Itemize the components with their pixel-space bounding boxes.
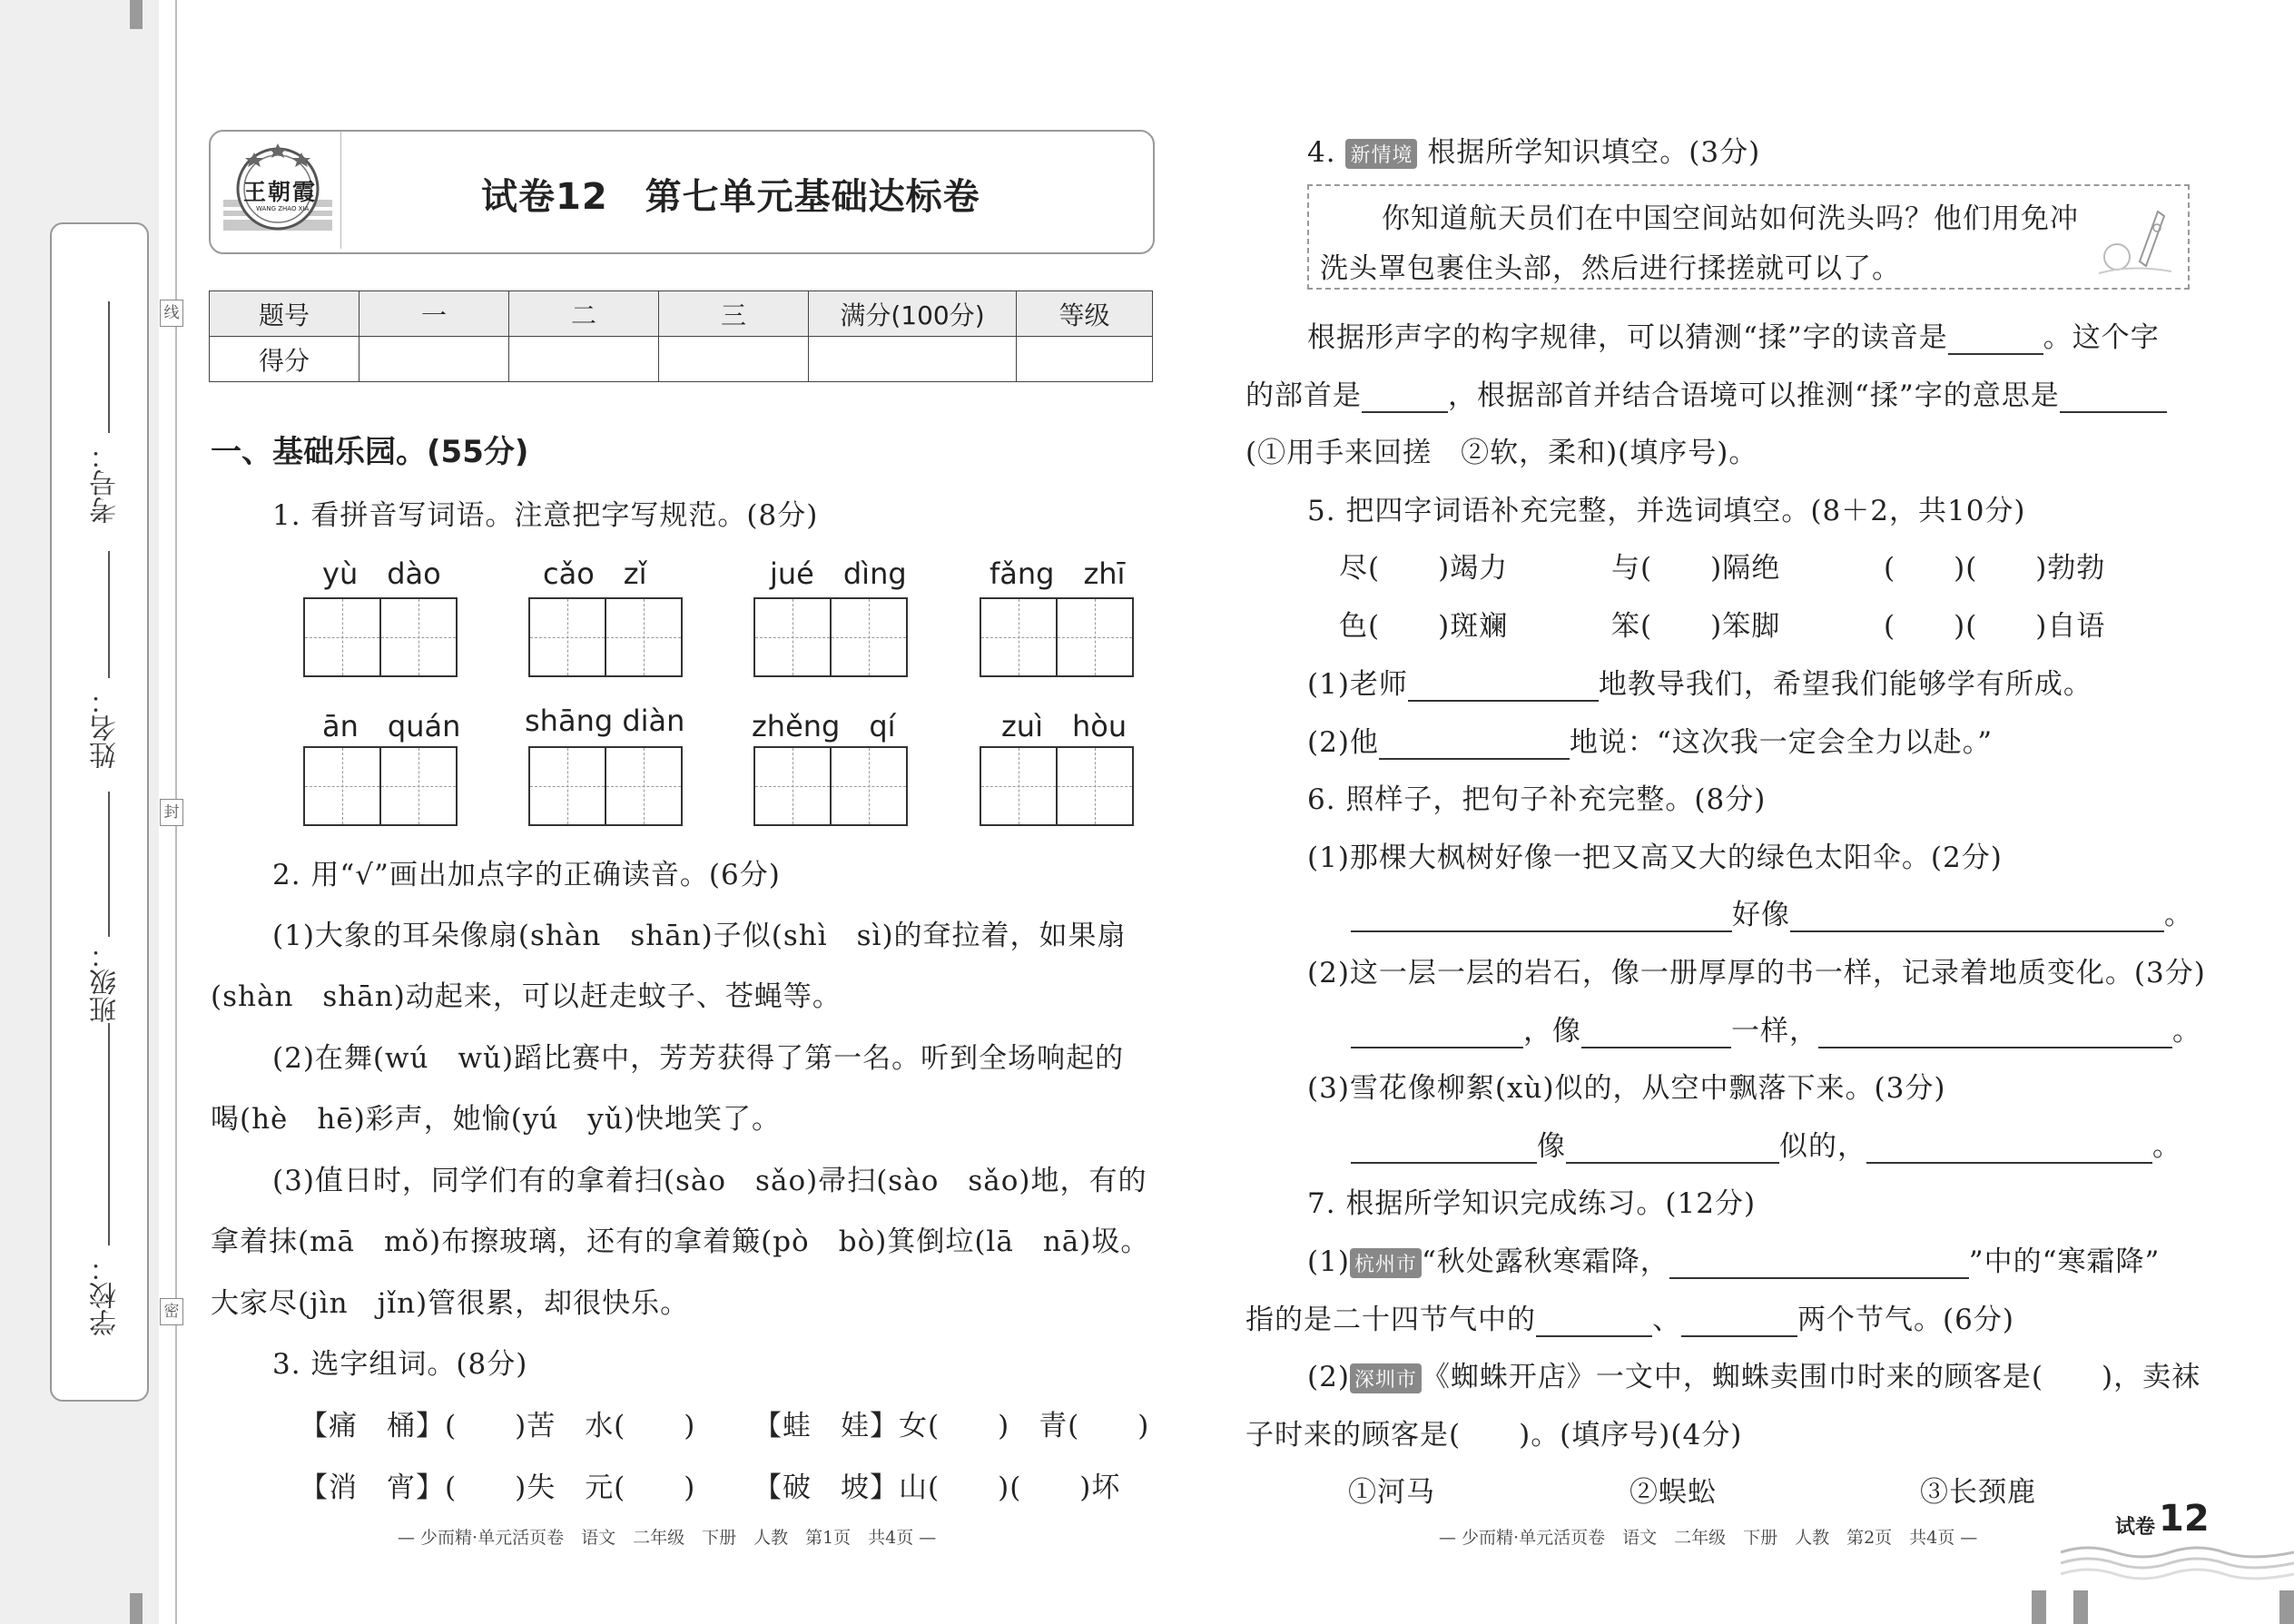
q3-group-3: 【消 宵】( )失 元( ) [300, 1471, 696, 1504]
q5-1-prefix: (1)老师 [1307, 668, 1408, 701]
q5-word-3: ( )( )勃勃 [1884, 552, 2106, 585]
q6-1-blank-a[interactable] [1351, 903, 1732, 932]
score-table [209, 290, 1153, 382]
q7-option-2: ②蜈蚣 [1629, 1476, 1717, 1509]
q5-2-prefix: (2)他 [1307, 726, 1379, 759]
q5-word-5: 笨( )笨脚 [1611, 610, 1781, 643]
print-mark [2279, 1590, 2294, 1624]
publisher-logo [218, 136, 338, 243]
q6-example-2: (2)这一层一层的岩石，像一册厚厚的书一样，记录着地质变化。(3分) [1307, 957, 2206, 989]
pinyin-caozi: cǎo zǐ [543, 556, 647, 591]
question-4 [1307, 129, 1760, 170]
question-6: 6. 照样子，把句子补充完整。(8分) [1307, 783, 1767, 816]
q7-item-2-line-1 [1307, 1353, 2200, 1394]
q7-1-number: (1) [1307, 1245, 1350, 1278]
q4-line-1-end: 。这个字 [2043, 321, 2160, 354]
print-mark [2073, 1590, 2088, 1624]
q4-line-2-rest: ，根据部首并结合语境可以推测“揉”字的意思是 [1448, 379, 2060, 412]
pinyin-shangdian: shāng diàn [525, 704, 685, 738]
score-cell-3[interactable] [659, 337, 809, 382]
name-label: 姓名： [90, 687, 122, 769]
q6-answer-1 [1351, 891, 2193, 932]
pinyin-zhengqi: zhěng qí [752, 709, 896, 743]
q7-option-3: ③长颈鹿 [1920, 1476, 2036, 1509]
reading-box-line-2: 洗头罩包裹住头部，然后进行揉搓就可以了。 [1320, 252, 1901, 285]
q3-group-1: 【痛 桶】( )苦 水( ) [300, 1410, 696, 1442]
writing-grid[interactable] [753, 746, 908, 826]
badge-prefix: 试卷 [2115, 1516, 2156, 1539]
tag-new-context: 新情境 [1345, 139, 1417, 169]
q5-word-2: 与( )隔绝 [1611, 552, 1781, 585]
reading-box-line-1: 你知道航天员们在中国空间站如何洗头吗？他们用免冲 [1382, 202, 2079, 235]
q5-1-blank[interactable] [1408, 673, 1599, 702]
q7-1-text: “秋处露秋寒霜降， [1421, 1245, 1669, 1278]
q4-blank-meaning[interactable] [2060, 384, 2167, 413]
page-title: 试卷12 第七单元基础达标卷 [481, 176, 980, 218]
q6-example-3: (3)雪花像柳絮(xù)似的，从空中飘落下来。(3分) [1307, 1072, 1946, 1105]
q6-2-blank-a[interactable] [1351, 1019, 1523, 1048]
badge-number: 12 [2159, 1498, 2210, 1540]
q2-item-1-line-2: (shàn shān)动起来，可以赶走蚊子、苍蝇等。 [211, 980, 842, 1013]
exam-number-field[interactable] [108, 301, 110, 433]
q6-3-side: 似的， [1779, 1130, 1866, 1163]
margin-bar-bottom [130, 1593, 143, 1624]
q7-1-blank-verse[interactable] [1669, 1250, 1969, 1279]
q6-3-xiang: 像 [1537, 1130, 1566, 1163]
score-header-3: 三 [659, 291, 809, 337]
header-divider [340, 132, 341, 249]
pinyin-yudao: yù dào [322, 556, 441, 591]
q6-2-yiyang: 一样， [1731, 1015, 1818, 1048]
q7-item-2-line-2: 子时来的顾客是( )。(填序号)(4分) [1245, 1419, 1743, 1452]
question-7: 7. 根据所学知识完成练习。(12分) [1307, 1187, 1757, 1220]
q5-2-blank[interactable] [1379, 731, 1570, 760]
q5-word-4: 色( )斑斓 [1339, 610, 1509, 643]
q2-item-3-line-1: (3)值日时，同学们有的拿着扫(sào sǎo)帚扫(sào sǎo)地，有的 [272, 1165, 1147, 1197]
q4-text: 根据所学知识填空。(3分) [1427, 136, 1761, 169]
cut-mark-xian: 线 [160, 300, 183, 327]
score-header-full: 满分(100分) [809, 291, 1017, 337]
pinyin-zuihou: zuì hòu [1001, 709, 1127, 743]
q2-item-2-line-1: (2)在舞(wú wǔ)蹈比赛中，芳芳获得了第一名。听到全场响起的 [272, 1042, 1125, 1075]
tag-hangzhou: 杭州市 [1350, 1248, 1422, 1278]
q6-3-blank-c[interactable] [1866, 1135, 2152, 1164]
cut-mark-mi: 密 [160, 1298, 183, 1325]
writing-grid[interactable] [528, 597, 683, 677]
score-header-grade: 等级 [1017, 291, 1153, 337]
q5-2-suffix: 地说：“这次我一定会全力以赴。” [1569, 726, 1994, 759]
writing-grid[interactable] [980, 746, 1134, 826]
section-1-heading: 一、基础乐园。(55分) [211, 434, 529, 470]
score-header-number: 题号 [210, 291, 359, 337]
q6-answer-3 [1351, 1123, 2181, 1164]
q6-1-haoxiang: 好像 [1732, 899, 1790, 931]
pinyin-fangzhi: fǎng zhī [989, 556, 1126, 591]
q2-item-2-line-2: 喝(hè hē)彩声，她愉(yú yǔ)快地笑了。 [211, 1103, 781, 1136]
margin-bar-top [130, 0, 143, 29]
q2-item-3-line-3: 大家尽(jìn jǐn)管很累，却很快乐。 [211, 1287, 690, 1320]
pinyin-jueding: jué dìng [770, 556, 907, 591]
q7-item-1-line-2 [1245, 1296, 2014, 1337]
student-info-box [50, 222, 149, 1402]
exam-number-label: 考号： [90, 442, 122, 524]
q4-blank-radical[interactable] [1362, 384, 1448, 413]
cut-mark-feng: 封 [160, 799, 183, 826]
q6-3-blank-b[interactable] [1566, 1135, 1779, 1164]
score-header-2: 二 [509, 291, 659, 337]
score-row-label: 得分 [210, 337, 359, 382]
q4-line-2-text: 的部首是 [1245, 379, 1362, 412]
q6-2-xiang: ，像 [1523, 1015, 1581, 1048]
q4-line-1 [1307, 314, 2160, 355]
q2-item-1-line-1: (1)大象的耳朵像扇(shàn shān)子似(shì sì)的耷拉着，如果扇 [272, 920, 1127, 952]
q7-item-1-line-1 [1307, 1238, 2160, 1279]
score-cell-2[interactable] [509, 337, 659, 382]
logo-subtext: WANG ZHAO XIA [256, 205, 310, 212]
q6-1-blank-b[interactable] [1790, 903, 2164, 932]
question-3: 3. 选字组词。(8分) [272, 1348, 528, 1381]
writing-grid[interactable] [753, 597, 908, 677]
q7-option-1: ①河马 [1348, 1476, 1435, 1509]
school-label: 学校： [90, 1255, 122, 1336]
q7-1-text-2: 指的是二十四节气中的 [1245, 1304, 1536, 1336]
q6-3-period: 。 [2152, 1130, 2181, 1163]
tag-shenzhen: 深圳市 [1350, 1363, 1422, 1393]
q4-line-1-text: 根据形声字的构字规律，可以猜测“揉”字的读音是 [1307, 321, 1948, 354]
score-header-1: 一 [359, 291, 509, 337]
rocket-illustration [2090, 193, 2176, 280]
question-1: 1. 看拼音写词语。注意把字写规范。(8分) [272, 499, 819, 532]
q7-1-text-end: ”中的“寒霜降” [1968, 1245, 2161, 1278]
q6-2-period: 。 [2172, 1015, 2201, 1048]
class-field[interactable] [108, 792, 110, 937]
q7-2-number: (2) [1307, 1361, 1350, 1393]
q4-blank-pronunciation[interactable] [1948, 326, 2043, 355]
footer-page-2: — 少而精·单元活页卷 语文 二年级 下册 人教 第2页 共4页 — [1439, 1528, 1978, 1548]
q5-sentence-2 [1307, 719, 1993, 760]
q7-2-text: 《蜘蛛开店》一文中，蜘蛛卖围巾时来的顾客是( )，卖袜 [1421, 1361, 2201, 1393]
q6-2-blank-c[interactable] [1818, 1019, 2172, 1048]
q6-2-blank-b[interactable] [1581, 1019, 1731, 1048]
q6-3-blank-a[interactable] [1351, 1135, 1537, 1164]
question-5: 5. 把四字词语补充完整，并选词填空。(8＋2，共10分) [1307, 495, 2026, 527]
q5-word-1: 尽( )竭力 [1339, 552, 1509, 585]
writing-grid[interactable] [303, 597, 458, 677]
q6-example-1: (1)那棵大枫树好像一把又高又大的绿色太阳伞。(2分) [1307, 842, 2003, 874]
writing-grid[interactable] [303, 746, 458, 826]
writing-grid[interactable] [528, 746, 683, 826]
q2-item-3-line-2: 拿着抹(mā mǒ)布擦玻璃，还有的拿着簸(pò bò)箕倒垃(lā nā)圾。 [211, 1225, 1150, 1258]
q5-1-suffix: 地教导我们，希望我们能够学有所成。 [1598, 668, 2092, 701]
logo-text: 王朝霞 [243, 179, 318, 205]
class-label: 班级： [90, 941, 122, 1023]
q7-1-text-3: 两个节气。(6分) [1797, 1304, 2014, 1336]
q7-1-blank-term-a[interactable] [1536, 1308, 1652, 1337]
q4-line-2 [1245, 372, 2167, 413]
q4-options: (①用手来回搓 ②软，柔和)(填序号)。 [1245, 437, 1758, 469]
reading-box [1307, 184, 2190, 290]
name-field[interactable] [108, 551, 110, 678]
q7-1-blank-term-b[interactable] [1681, 1308, 1797, 1337]
q3-group-4: 【破 坡】山( )( )坏 [753, 1471, 1121, 1504]
q3-group-2: 【蛙 娃】女( ) 青( ) [753, 1410, 1150, 1442]
school-field[interactable] [108, 1023, 110, 1245]
score-cell-grade[interactable] [1017, 337, 1153, 382]
q5-sentence-1 [1307, 661, 2092, 702]
q6-1-period: 。 [2164, 899, 2193, 931]
writing-grid[interactable] [980, 597, 1134, 677]
pinyin-anquan: ān quán [322, 709, 461, 743]
score-cell-full[interactable] [809, 337, 1017, 382]
footer-page-1: — 少而精·单元活页卷 语文 二年级 下册 人教 第1页 共4页 — [398, 1528, 937, 1548]
print-mark [2032, 1590, 2046, 1624]
q7-1-sep: 、 [1652, 1304, 1681, 1336]
score-cell-1[interactable] [359, 337, 509, 382]
q4-number: 4. [1307, 136, 1336, 169]
corner-waves [2061, 1534, 2294, 1589]
q5-word-6: ( )( )自语 [1884, 610, 2106, 643]
question-2: 2. 用“√”画出加点字的正确读音。(6分) [272, 859, 781, 891]
q6-answer-2 [1351, 1008, 2201, 1048]
